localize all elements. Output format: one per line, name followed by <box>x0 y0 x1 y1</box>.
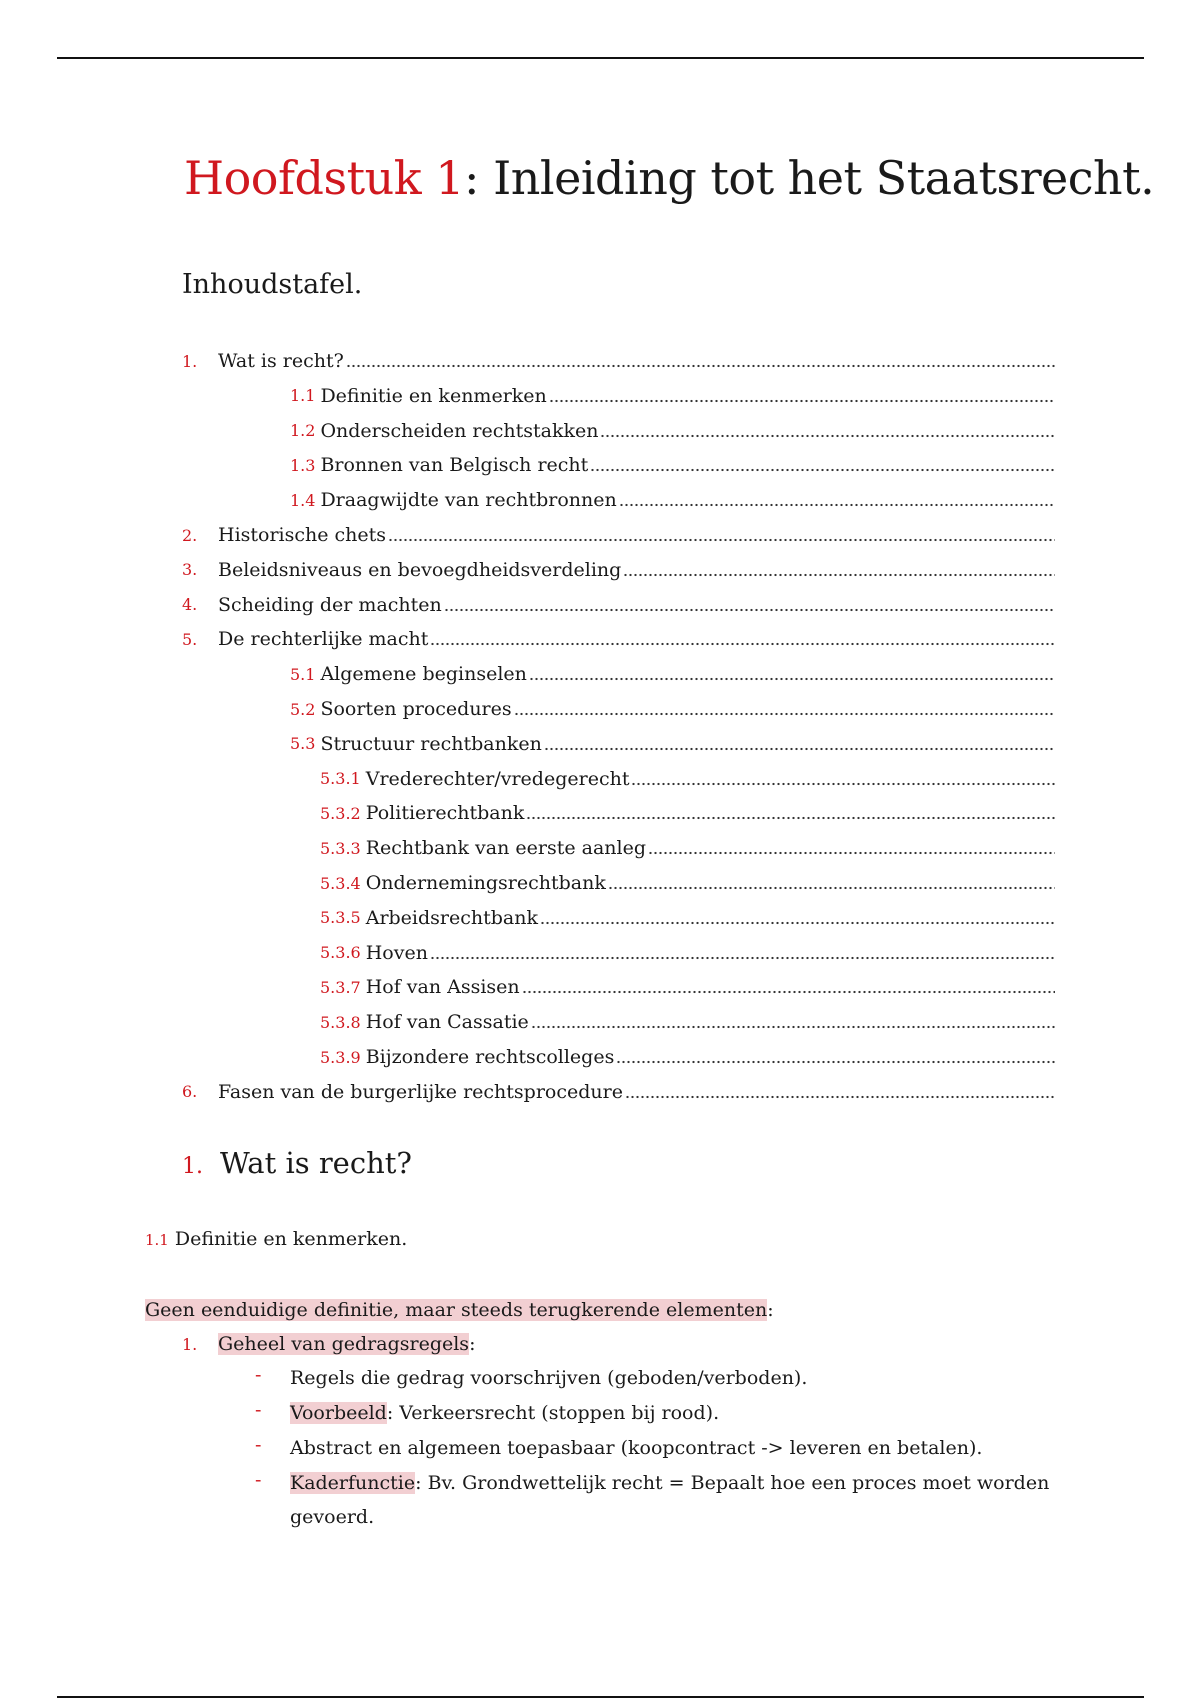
toc-entry-title: Historische chets <box>218 524 387 546</box>
toc-entry[interactable] <box>290 483 1055 517</box>
title-chapter: Hoofdstuk 1 <box>184 151 464 205</box>
toc-dot-leader <box>600 433 1055 439</box>
toc-entry-title: Hof van Cassatie <box>365 1011 529 1034</box>
toc-entry-title: Soorten procedures <box>320 698 512 720</box>
toc-entry-number: 3. <box>182 560 198 580</box>
list-item <box>182 1330 475 1359</box>
subsection-heading <box>145 1225 407 1254</box>
bullet-highlight: Kaderfunctie <box>290 1472 416 1494</box>
intro-suffix: : <box>767 1299 774 1321</box>
toc-entry-title: Rechtbank van eerste aanleg <box>365 837 647 860</box>
list-number: 1. <box>182 1335 198 1354</box>
bullet-text: : Verkeersrecht (stoppen bij rood). <box>386 1402 720 1424</box>
toc-entry-title: Structuur rechtbanken <box>320 732 542 755</box>
toc-entry-number: 4. <box>182 595 198 615</box>
subsection-title: Definitie en kenmerken. <box>174 1228 408 1250</box>
toc-entry[interactable] <box>290 414 1055 448</box>
toc-entry-title: Algemene beginselen <box>320 663 527 686</box>
toc-entry-number: 1.2 <box>290 421 316 441</box>
title-text: : Inleiding tot het Staatsrecht. <box>463 151 1155 205</box>
toc-heading: Inhoudstafel. <box>182 269 363 300</box>
list-highlight: Geheel van gedragsregels <box>218 1333 470 1355</box>
toc-entry-number: 5.3.9 <box>320 1047 361 1067</box>
toc-entry-number: 1. <box>182 351 198 371</box>
toc-dot-leader <box>616 1059 1055 1065</box>
toc-entry[interactable] <box>290 727 1055 761</box>
toc-entry[interactable] <box>182 588 1055 622</box>
toc-entry-number: 5.3.5 <box>320 908 361 928</box>
toc-dot-leader <box>549 398 1055 404</box>
list-suffix: : <box>469 1333 476 1355</box>
toc-entry[interactable] <box>320 1040 1055 1074</box>
toc-entry-title: Arbeidsrechtbank <box>365 906 538 929</box>
toc-dot-leader <box>514 711 1055 717</box>
bullet-dash: - <box>255 1399 262 1421</box>
toc-entry-title: Vrederechter/vredegerecht <box>365 767 630 790</box>
toc-dot-leader <box>388 537 1055 543</box>
toc-entry[interactable] <box>290 692 1055 726</box>
toc-entry-number: 5.3.2 <box>320 803 361 823</box>
toc-entry[interactable] <box>320 796 1055 830</box>
toc-entry-title: Ondernemingsrechtbank <box>365 872 606 894</box>
toc-entry[interactable] <box>320 831 1055 865</box>
toc-dot-leader <box>590 467 1055 473</box>
toc-dot-leader <box>522 989 1055 995</box>
bullet-text: : Bv. Grondwettelijk recht = Bepaalt hoe een proces moet worden <box>415 1472 1050 1494</box>
toc-entry-title: Politierechtbank <box>365 802 525 825</box>
toc-entry[interactable] <box>290 448 1055 482</box>
toc-dot-leader <box>531 1024 1055 1030</box>
bullet-item <box>290 1469 1049 1497</box>
toc-entry-title: Draagwijdte van rechtbronnen <box>320 489 617 512</box>
toc-entry-number: 5.3 <box>290 734 316 754</box>
toc-entry-number: 6. <box>182 1082 198 1102</box>
bullet-continuation: gevoerd. <box>290 1506 375 1528</box>
toc-entry[interactable] <box>182 622 1055 656</box>
toc-entry-number: 5.2 <box>290 699 316 719</box>
toc-entry[interactable] <box>290 657 1055 691</box>
section-number: 1. <box>182 1154 203 1179</box>
bullet-item <box>290 1399 719 1427</box>
toc-dot-leader <box>631 781 1055 787</box>
intro-paragraph <box>145 1296 774 1324</box>
toc-dot-leader <box>625 1094 1055 1100</box>
toc-entry-number: 5. <box>182 629 198 649</box>
toc-dot-leader <box>430 641 1055 647</box>
toc-entry[interactable] <box>290 379 1055 413</box>
toc-entry-title: Bronnen van Belgisch recht <box>320 454 589 477</box>
toc-dot-leader <box>623 572 1055 578</box>
bullet-dash: - <box>255 1364 262 1386</box>
toc-entry-title: Definitie en kenmerken <box>320 384 547 407</box>
toc-dot-leader <box>526 815 1055 821</box>
toc-dot-leader <box>544 746 1055 752</box>
intro-highlight: Geen eenduidige definitie, maar steeds terugkerende elementen <box>145 1299 768 1321</box>
toc-dot-leader <box>619 502 1055 508</box>
bullet-highlight: Voorbeeld <box>290 1402 387 1424</box>
bullet-dash: - <box>255 1434 262 1456</box>
toc-entry-number: 5.3.8 <box>320 1012 361 1032</box>
toc-entry-number: 1.4 <box>290 490 316 510</box>
toc-entry[interactable] <box>320 901 1055 935</box>
toc-entry-title: Onderscheiden rechtstakken <box>320 419 599 442</box>
toc-entry-title: Scheiding der machten <box>218 593 442 616</box>
toc-dot-leader <box>529 676 1055 682</box>
bullet-dash: - <box>255 1469 262 1491</box>
page-title <box>184 148 1154 208</box>
toc-entry[interactable] <box>182 518 1055 552</box>
toc-dot-leader <box>430 955 1055 961</box>
toc-dot-leader <box>346 363 1055 369</box>
toc-dot-leader <box>608 885 1055 891</box>
toc-dot-leader <box>648 850 1055 856</box>
toc-entry-number: 5.1 <box>290 664 316 684</box>
toc-entry[interactable] <box>182 344 1055 378</box>
toc-entry-title: Fasen van de burgerlijke rechtsprocedure <box>218 1080 623 1103</box>
toc-entry[interactable] <box>182 553 1055 587</box>
toc-entry-number: 5.3.1 <box>320 769 361 789</box>
section-title: Wat is recht? <box>220 1146 412 1180</box>
toc-entry[interactable] <box>320 1005 1055 1039</box>
bottom-rule <box>57 1696 1144 1698</box>
toc-entry-title: Beleidsniveaus en bevoegdheidsverdeling <box>218 558 622 581</box>
toc-entry-number: 2. <box>182 525 198 545</box>
top-rule <box>57 57 1144 59</box>
toc-entry-number: 5.3.6 <box>320 943 361 963</box>
toc-dot-leader <box>540 920 1055 926</box>
bullet-item <box>290 1364 807 1392</box>
bullet-item <box>290 1434 982 1462</box>
toc-entry[interactable] <box>320 762 1055 796</box>
section-heading <box>182 1144 412 1186</box>
toc-dot-leader <box>444 607 1055 613</box>
toc-entry-title: Hof van Assisen <box>365 976 520 999</box>
toc-entry[interactable] <box>320 936 1055 970</box>
toc-entry-number: 5.3.7 <box>320 977 361 997</box>
toc-entry-title: Wat is recht? <box>218 350 344 372</box>
toc-entry-number: 5.3.4 <box>320 873 361 893</box>
toc-entry[interactable] <box>320 970 1055 1004</box>
toc-entry-title: De rechterlijke macht <box>218 628 429 651</box>
toc-entry-title: Hoven <box>365 941 428 964</box>
bullet-text: Abstract en algemeen toepasbaar (koopcontract -> leveren en betalen). <box>290 1437 983 1459</box>
toc-entry-title: Bijzondere rechtscolleges <box>365 1046 615 1068</box>
toc-entry[interactable] <box>320 866 1055 900</box>
toc-entry-number: 1.1 <box>290 386 316 406</box>
subsection-number: 1.1 <box>145 1231 169 1249</box>
bullet-text: Regels die gedrag voorschrijven (geboden/verboden). <box>290 1367 808 1389</box>
toc-entry-number: 5.3.3 <box>320 838 361 858</box>
toc-entry[interactable] <box>182 1075 1055 1109</box>
toc-entry-number: 1.3 <box>290 455 316 475</box>
